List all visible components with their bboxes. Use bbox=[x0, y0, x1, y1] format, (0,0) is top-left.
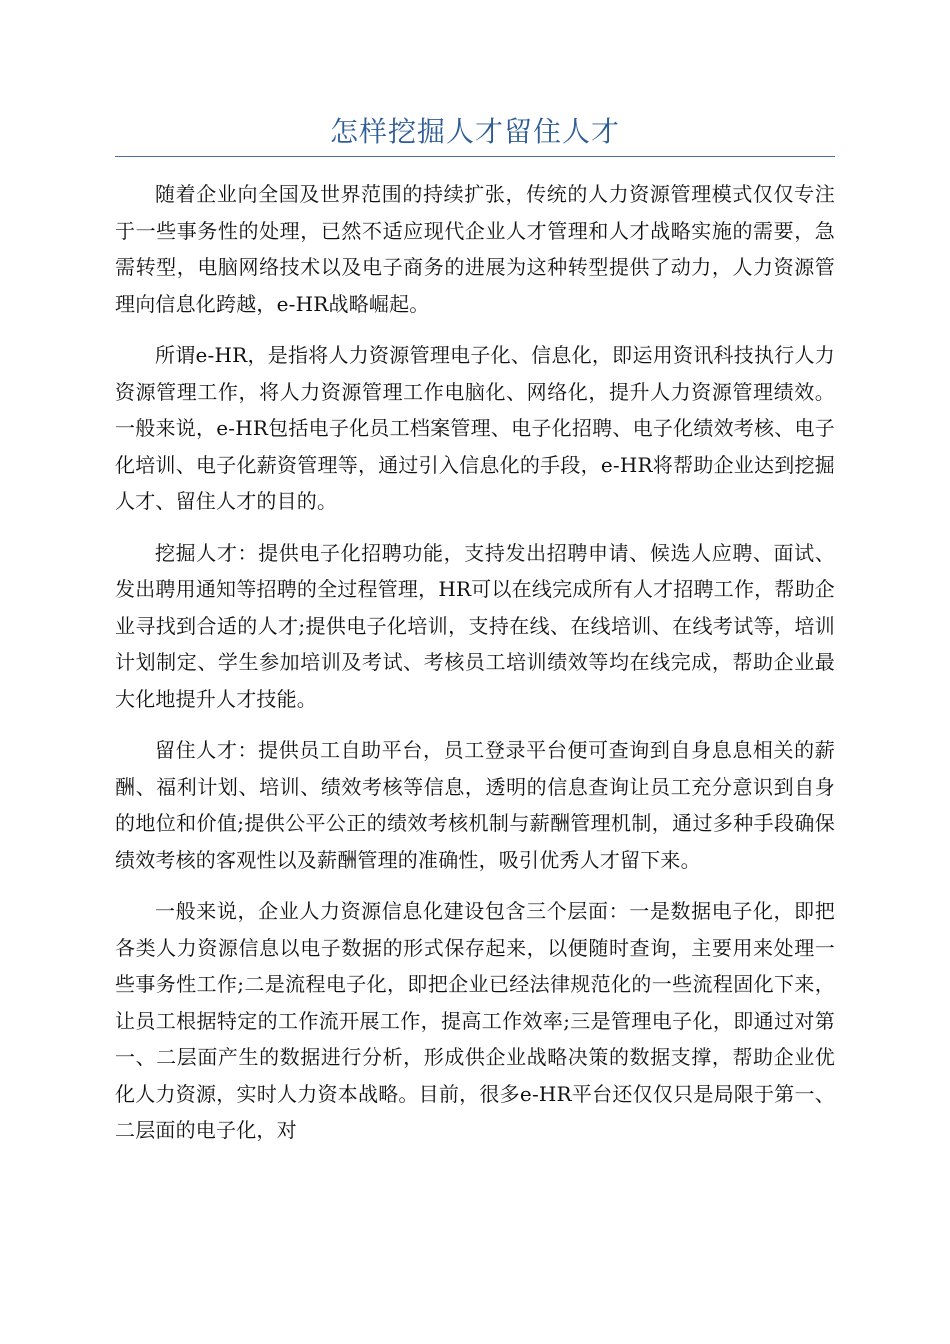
paragraph-talent-retention: 留住人才：提供员工自助平台，员工登录平台便可查询到自身息息相关的薪酬、福利计划、培训、绩效考核等信息，透明的信息查询让员工充分意识到自身的地位和价值;提供公平公正的绩效考核机制与薪酬管理机制，通过多种手段确保绩效考核的客观性以及薪酬管理的准确性，吸引优秀人才留下来。 bbox=[115, 738, 835, 872]
document-title: 怎样挖掘人才留住人才 bbox=[329, 115, 620, 148]
paragraph-ehr-definition: 所谓e-HR，是指将人力资源管理电子化、信息化，即运用资讯科技执行人力资源管理工作，将人力资源管理工作电脑化、网络化，提升人力资源管理绩效。一般来说，e-HR包括电子化员工档案管理、电子化招聘、电子化绩效考核、电子化培训、电子化薪资管理等，通过引入信息化的手段，e-HR将帮助企业达到挖掘人才、留住人才的目的。 bbox=[115, 343, 835, 513]
title-block bbox=[115, 112, 835, 157]
document-body bbox=[115, 176, 835, 1164]
paragraph-intro: 随着企业向全国及世界范围的持续扩张，传统的人力资源管理模式仅仅专注于一些事务性的处理，已然不适应现代企业人才管理和人才战略实施的需要，急需转型，电脑网络技术以及电子商务的进展为这种转型提供了动力，人力资源管理向信息化跨越，e-HR战略崛起。 bbox=[115, 182, 835, 316]
paragraph-three-levels: 一般来说，企业人力资源信息化建设包含三个层面：一是数据电子化，即把各类人力资源信息以电子数据的形式保存起来，以便随时查询，主要用来处理一些事务性工作;二是流程电子化，即把企业已经法律规范化的一些流程固化下来，让员工根据特定的工作流开展工作，提高工作效率;三是管理电子化，即通过对第一、二层面产生的数据进行分析，形成供企业战略决策的数据支撑，帮助企业优化人力资源，实时人力资本战略。目前，很多e-HR平台还仅仅只是局限于第一、二层面的电子化，对 bbox=[115, 899, 835, 1142]
paragraph-talent-mining: 挖掘人才：提供电子化招聘功能，支持发出招聘申请、候选人应聘、面试、发出聘用通知等招聘的全过程管理，HR可以在线完成所有人才招聘工作，帮助企业寻找到合适的人才;提供电子化培训，支持在线、在线培训、在线考试等，培训计划制定、学生参加培训及考试、考核员工培训绩效等均在线完成，帮助企业最大化地提升人才技能。 bbox=[115, 540, 835, 711]
